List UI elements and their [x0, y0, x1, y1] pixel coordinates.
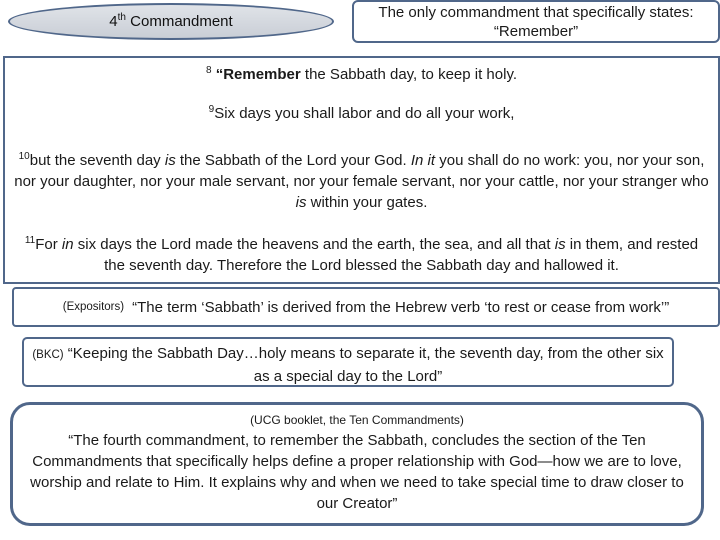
expositors-quote-box — [12, 287, 720, 327]
verse-9: $^9$Six days you shall labor and do all your work, — [208, 104, 515, 122]
verse-11: $^{11}$For in six days the Lord made the heavens and the earth, the sea, and all that is in them, and rested the seventh day. Therefore the Lord blessed the Sabbath day and hallowed it. — [24, 235, 699, 274]
verse-8: $^8$ “Remember the Sabbath day, to keep it holy. — [205, 65, 518, 83]
ucg-quote-box — [10, 402, 704, 526]
verse-8-bold: “Remember — [215, 66, 301, 83]
ucg-source: (UCG booklet, the Ten Commandments) — [250, 413, 464, 427]
ucg-quote: “The fourth commandment, to remember the Sabbath, concludes the section of the Ten Commandments that specifically helps define a proper relationship with God—how we are to love, worship and relate to Him. It explains why and when we need to take special time to draw closer to our Creator” — [30, 432, 684, 512]
verse-10-number: 10 — [18, 151, 30, 162]
verse-9-number: 9 — [208, 104, 215, 115]
commandment-number-oval — [8, 3, 334, 40]
verse-8-number: 8 — [205, 65, 212, 76]
expositors-source: (Expositors) — [62, 301, 125, 313]
header-callout-box — [352, 0, 720, 43]
verse-11-number: 11 — [24, 235, 36, 246]
header-callout-line1: The only commandment that specifically states: — [378, 4, 694, 21]
bkc-quote: “Keeping the Sabbath Day…holy means to separate it, the seventh day, from the other six as a special day to the Lord” — [63, 345, 664, 385]
oval-label: 4th Commandment — [109, 12, 233, 30]
bkc-quote-box — [22, 337, 674, 387]
header-callout-line2: “Remember” — [493, 23, 579, 40]
expositors-quote: “The term ‘Sabbath’ is derived from the Hebrew verb ‘to rest or cease from work’” — [132, 298, 670, 316]
bkc-source: (BKC) — [32, 349, 64, 361]
verse-10: $^{10}$but the seventh day is the Sabbath of the Lord your God. In it you shall do no work: you, nor your son, nor your daughter, nor your male servant, nor your female servant, nor your cattle, nor your stranger who is within your gates. — [14, 151, 709, 211]
scripture-passage-box — [3, 56, 720, 284]
